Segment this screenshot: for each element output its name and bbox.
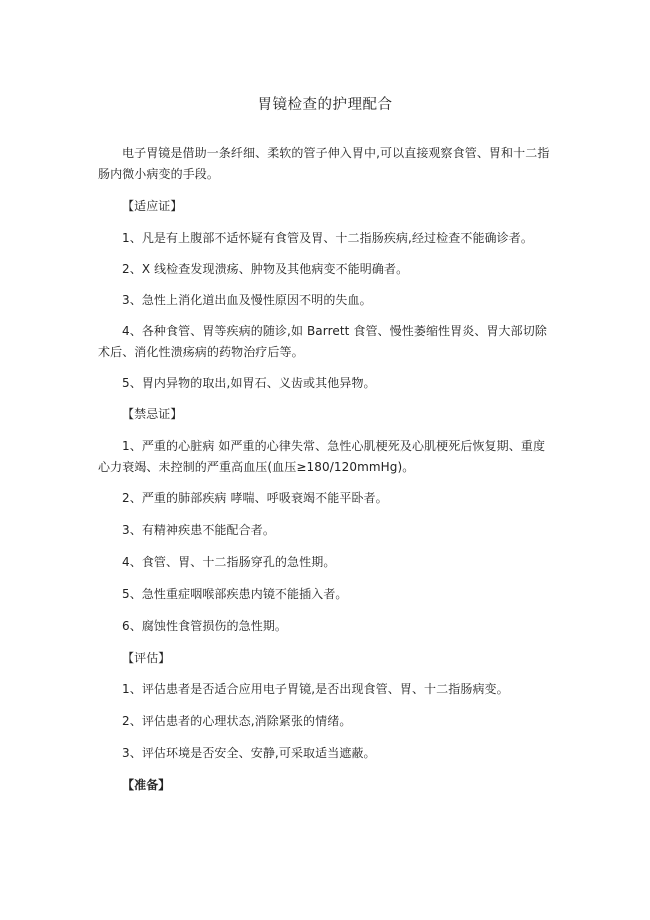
contraindication-item: 2、严重的肺部疾病 哮喘、呼吸衰竭不能平卧者。 [122, 491, 388, 505]
preparation-heading: 【准备】 [122, 778, 171, 792]
intro-paragraph: 电子胃镜是借助一条纤细、柔软的管子伸入胃中,可以直接观察食管、胃和十二指肠内微小病变的手段。 [98, 146, 550, 181]
assessment-item: 3、评估环境是否安全、安静,可采取适当遮蔽。 [122, 746, 376, 760]
contraindication-item: 6、腐蚀性食管损伤的急性期。 [122, 619, 288, 633]
contraindication-item: 3、有精神疾患不能配合者。 [122, 523, 275, 537]
indications-heading: 【适应证】 [122, 199, 183, 213]
contraindication-item: 5、急性重症咽喉部疾患内镜不能插入者。 [122, 587, 348, 601]
contraindication-item: 4、食管、胃、十二指肠穿孔的急性期。 [122, 555, 336, 569]
contraindications-heading: 【禁忌证】 [122, 407, 183, 421]
indication-item: 2、X 线检查发现溃疡、肿物及其他病变不能明确者。 [122, 262, 409, 276]
indication-item: 5、胃内异物的取出,如胃石、义齿或其他异物。 [122, 376, 376, 390]
indication-item: 4、各种食管、胃等疾病的随诊,如 Barrett 食管、慢性萎缩性胃炎、胃大部切除术后、消化性溃疡病的药物治疗后等。 [98, 324, 547, 359]
document-title: 胃镜检查的护理配合 [257, 97, 393, 113]
assessment-item: 2、评估患者的心理状态,消除紧张的情绪。 [122, 714, 352, 728]
assessment-item: 1、评估患者是否适合应用电子胃镜,是否出现食管、胃、十二指肠病变。 [122, 682, 509, 696]
indication-item: 1、凡是有上腹部不适怀疑有食管及胃、十二指肠疾病,经过检查不能确诊者。 [122, 231, 533, 245]
contraindication-item: 1、严重的心脏病 如严重的心律失常、急性心肌梗死及心肌梗死后恢复期、重度心力衰竭、未控制的严重高血压(血压≥180/120mmHg)。 [98, 439, 546, 474]
indication-item: 3、急性上消化道出血及慢性原因不明的失血。 [122, 293, 372, 307]
assessment-heading: 【评估】 [122, 651, 171, 665]
